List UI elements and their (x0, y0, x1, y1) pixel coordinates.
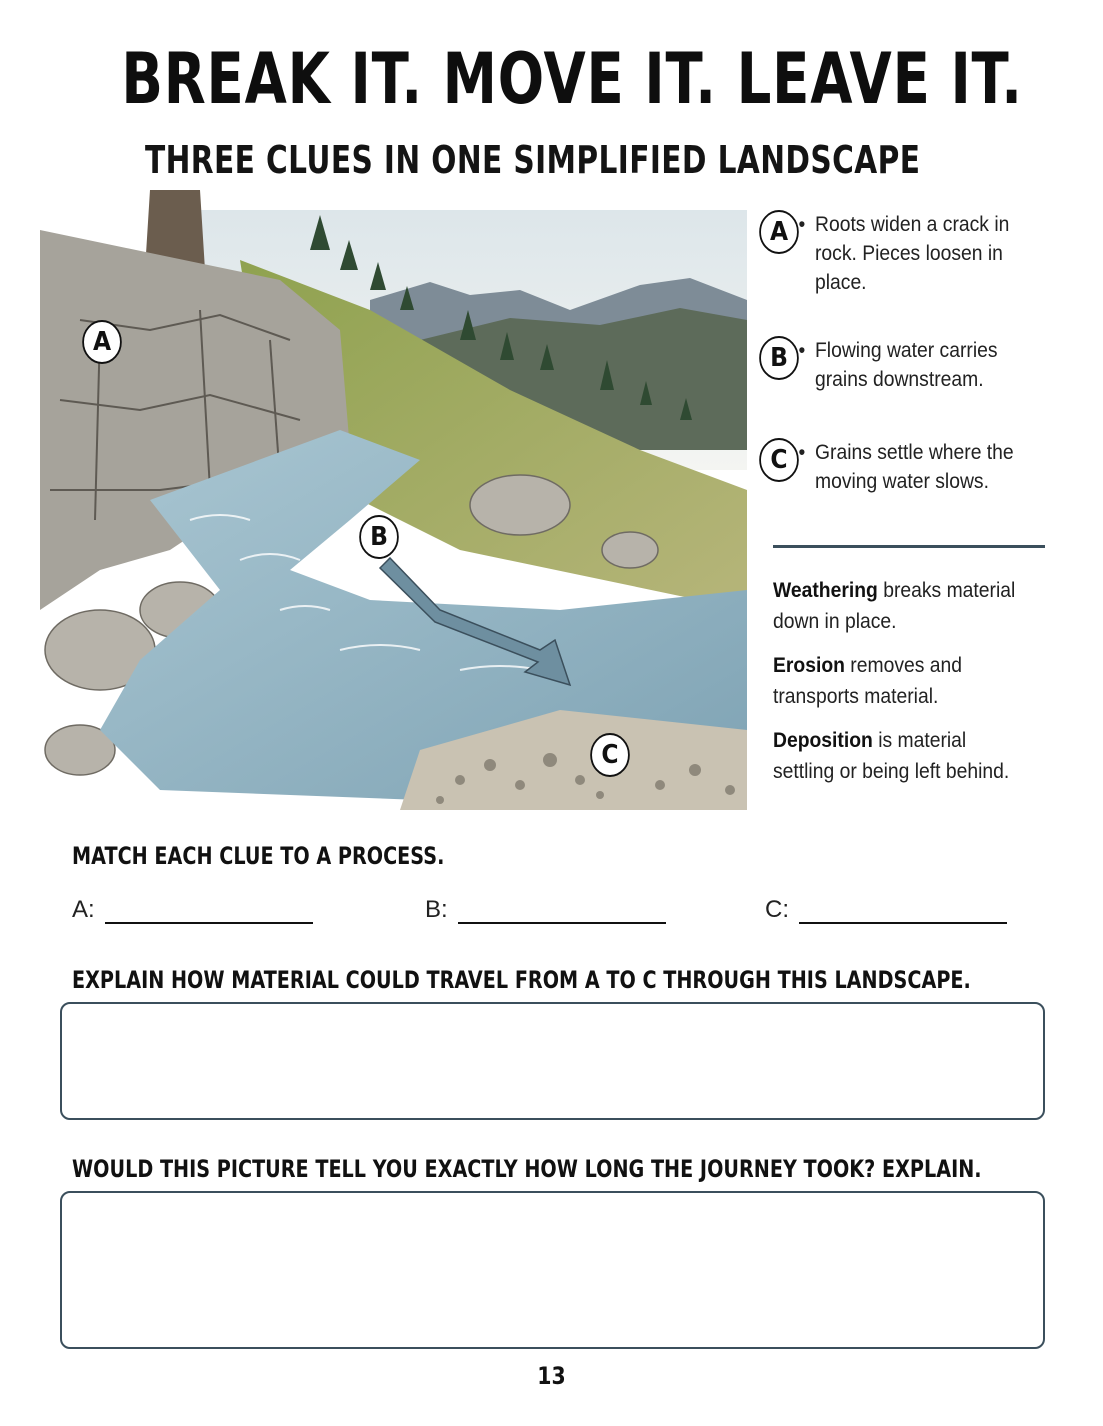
divider (773, 545, 1045, 548)
bullet-icon: • (798, 213, 806, 236)
landscape-illustration (40, 190, 747, 810)
marker-a: A (82, 320, 122, 364)
page-number: 13 (537, 1362, 566, 1390)
match-c-input[interactable] (799, 900, 1007, 924)
clue-c (757, 438, 1057, 508)
definition-text: is material settling or being left behind. (773, 729, 1010, 783)
match-c (765, 896, 1007, 924)
page-title: BREAK IT. MOVE IT. LEAVE IT. (121, 38, 1023, 120)
definition-term: Deposition (773, 729, 873, 752)
match-b-label: B: (425, 896, 448, 923)
match-prompt: MATCH EACH CLUE TO A PROCESS. (72, 842, 445, 870)
definition-weathering (773, 575, 1031, 637)
clue-a-text (798, 210, 1027, 297)
match-b-input[interactable] (458, 900, 666, 924)
marker-b: B (359, 515, 399, 559)
question-1: EXPLAIN HOW MATERIAL COULD TRAVEL FROM A TO C THROUGH THIS LANDSCAPE. (72, 966, 971, 994)
clue-b-description: Flowing water carries grains downstream. (815, 339, 998, 391)
clue-c-description: Grains settle where the moving water slows. (815, 441, 1014, 493)
definition-term: Erosion (773, 654, 845, 677)
clue-b-badge: B (759, 336, 799, 380)
clue-a-badge: A (759, 210, 799, 254)
definition-text: breaks material down in place. (773, 579, 1016, 633)
clue-a-description: Roots widen a crack in rock. Pieces loosen in place. (815, 213, 1010, 294)
clue-b-text (798, 336, 1027, 394)
bullet-icon: • (798, 441, 806, 464)
match-c-label: C: (765, 896, 789, 923)
definition-text: removes and transports material. (773, 654, 962, 708)
match-a-label: A: (72, 896, 95, 923)
answer-box-2[interactable] (60, 1191, 1045, 1349)
match-b (425, 896, 666, 924)
definition-term: Weathering (773, 579, 878, 602)
answer-box-1[interactable] (60, 1002, 1045, 1120)
match-a (72, 896, 313, 924)
clue-b (757, 336, 1057, 406)
definition-deposition (773, 725, 1031, 787)
question-2: WOULD THIS PICTURE TELL YOU EXACTLY HOW LONG THE JOURNEY TOOK? EXPLAIN. (72, 1155, 982, 1183)
bullet-icon: • (798, 339, 806, 362)
marker-c: C (590, 733, 630, 777)
match-a-input[interactable] (105, 900, 313, 924)
clue-c-badge: C (759, 438, 799, 482)
clue-c-text (798, 438, 1027, 496)
clue-a (757, 210, 1057, 300)
definition-erosion (773, 650, 1031, 712)
page-subtitle: THREE CLUES IN ONE SIMPLIFIED LANDSCAPE (145, 138, 921, 182)
landscape-drawing (40, 190, 747, 810)
